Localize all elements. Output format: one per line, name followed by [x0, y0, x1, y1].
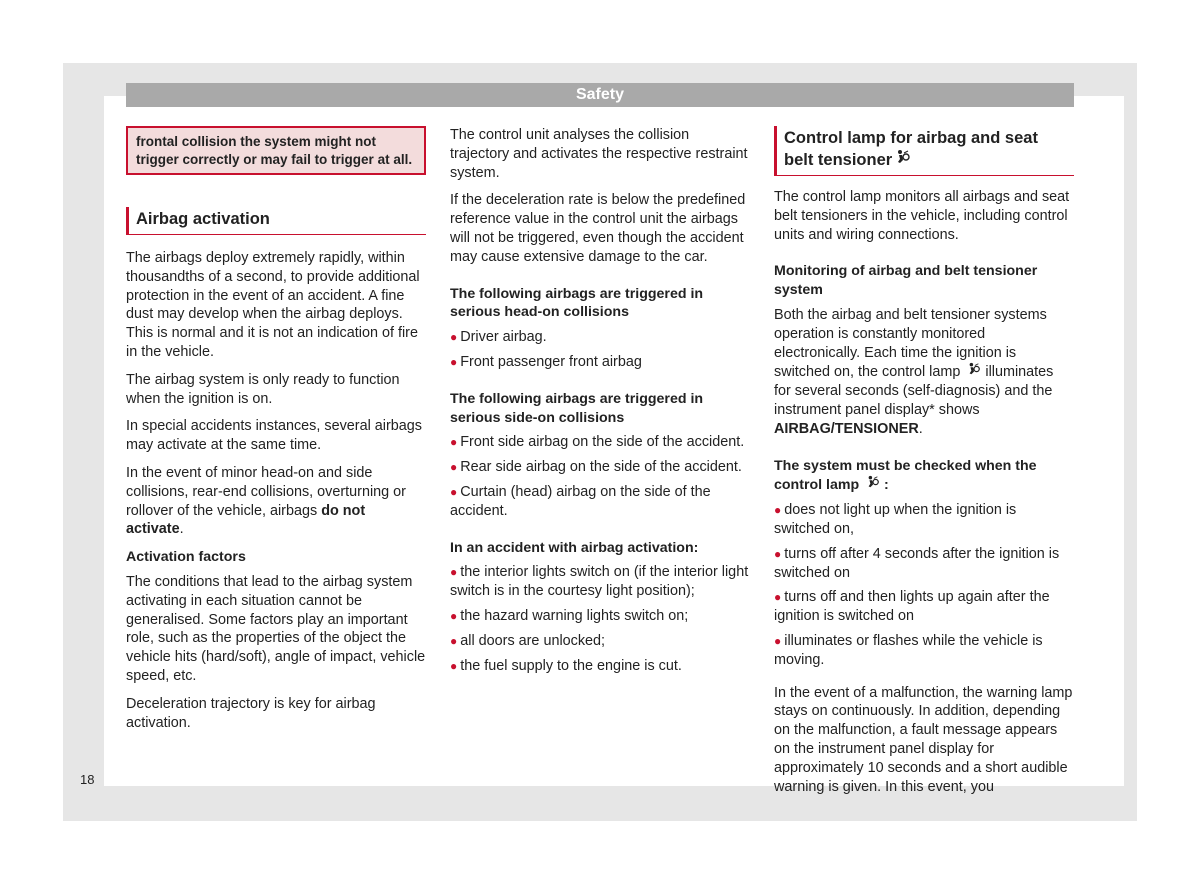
list-item: ● Front side airbag on the side of the accident.: [450, 434, 745, 451]
list-item: ● Front passenger front airbag: [450, 353, 642, 370]
list-item: ● Rear side airbag on the side of the accident.: [450, 459, 742, 476]
list-item: ● the fuel supply to the engine is cut.: [450, 657, 682, 674]
sub-heading-activation-factors: Activation factors: [126, 549, 246, 566]
sub-heading-side-on: The following airbags are triggered in serious side-on collisions: [450, 390, 704, 426]
warning-box: frontal collision the system might not trigger correctly or may fail to trigger at all.: [126, 126, 426, 175]
section-header: Safety: [126, 83, 1074, 107]
bullet-icon: ●: [450, 565, 458, 580]
airbag-warning-icon: [895, 149, 911, 171]
list-item: ● turns off and then lights up again after the ignition is switched on: [774, 589, 1050, 625]
airbag-warning-icon-svg: [967, 362, 981, 376]
list-item: ● all doors are unlocked;: [450, 632, 606, 649]
list-item: ● does not light up when the ignition is switched on,: [774, 502, 1017, 537]
sub-heading-monitoring: Monitoring of airbag and belt tensioner system: [774, 263, 1038, 299]
list-item: ● Driver airbag.: [450, 329, 547, 346]
column-2: [450, 126, 750, 681]
list-item: ● the hazard warning lights switch on;: [450, 607, 689, 624]
paragraph: In the event of a malfunction, the warning lamp stays on continuously. In addition, depending on the malfunction, a fault message appears on the instrument panel display for approximately 10 seconds and a short audible warning is given. In this event, you: [774, 684, 1073, 795]
list-item: ● turns off after 4 seconds after the ignition is switched on: [774, 545, 1060, 581]
section-heading-control-lamp: Control lamp for airbag and seat belt tensioner: [774, 126, 1074, 176]
paragraph: Deceleration trajectory is key for airbag activation.: [126, 695, 376, 731]
bullet-icon: ●: [450, 658, 458, 673]
section-heading-airbag-activation: Airbag activation: [126, 207, 426, 235]
column-3: [774, 126, 1074, 805]
airbag-warning-icon-svg: [866, 475, 880, 489]
sub-heading-accident: In an accident with airbag activation:: [450, 539, 699, 556]
paragraph: The control unit analyses the collision trajectory and activates the respective restraint system.: [450, 127, 748, 181]
bullet-icon: ●: [450, 435, 458, 450]
bullet-icon: ●: [774, 503, 782, 518]
page-number: 18: [80, 772, 95, 787]
sub-heading-head-on: The following airbags are triggered in serious head-on collisions: [450, 285, 704, 321]
paragraph: Both the airbag and belt tensioner systems operation is constantly monitored electronically. Each time the ignition is switched on, the control lamp illuminates for several seconds (self-diagnosis) and the instrument panel display* shows AIRBAG/TENSIONER.: [774, 306, 1054, 437]
paragraph: The control lamp monitors all airbags and seat belt tensioners in the vehicle, including control units and wiring connections.: [774, 189, 1070, 243]
paragraph: The conditions that lead to the airbag system activating in each situation cannot be generalised. Some factors play an important role, such as the properties of the object the vehicle hits (hard/soft), angle of impact, vehicle speed, etc.: [126, 573, 426, 684]
airbag-warning-icon-svg: [895, 149, 911, 165]
bullet-icon: ●: [774, 546, 782, 561]
bullet-icon: ●: [450, 330, 458, 345]
airbag-warning-icon: [967, 362, 981, 382]
paragraph: In special accidents instances, several airbags may activate at the same time.: [126, 418, 422, 454]
paragraph: The airbag system is only ready to function when the ignition is on.: [126, 371, 400, 407]
list-item: ● Curtain (head) airbag on the side of the accident.: [450, 483, 711, 519]
list-item: ● the interior lights switch on (if the interior light switch is in the courtesy light position);: [450, 564, 749, 600]
sub-heading-system-check: The system must be checked when the control lamp :: [774, 457, 1037, 494]
airbag-warning-icon: [866, 475, 880, 495]
bullet-icon: ●: [450, 460, 458, 475]
paragraph: The airbags deploy extremely rapidly, within thousandths of a second, to provide additional protection in the event of an accident. A fine dust may develop when the airbag deploys. This is normal and it is not an indication of fire in the vehicle.: [126, 250, 420, 360]
bullet-icon: ●: [774, 590, 782, 605]
bullet-icon: ●: [450, 484, 458, 499]
list-item: ● illuminates or flashes while the vehicle is moving.: [774, 632, 1043, 668]
paragraph: In the event of minor head-on and side collisions, rear-end collisions, overturning or rollover of the vehicle, airbags do not activate.: [126, 464, 406, 538]
paragraph: If the deceleration rate is below the predefined reference value in the control unit the airbags will not be triggered, even though the accident may cause extensive damage to the car.: [450, 192, 746, 265]
bullet-icon: ●: [450, 633, 458, 648]
bullet-icon: ●: [774, 633, 782, 648]
column-1: [126, 126, 426, 741]
bullet-icon: ●: [450, 354, 458, 369]
bullet-icon: ●: [450, 608, 458, 623]
